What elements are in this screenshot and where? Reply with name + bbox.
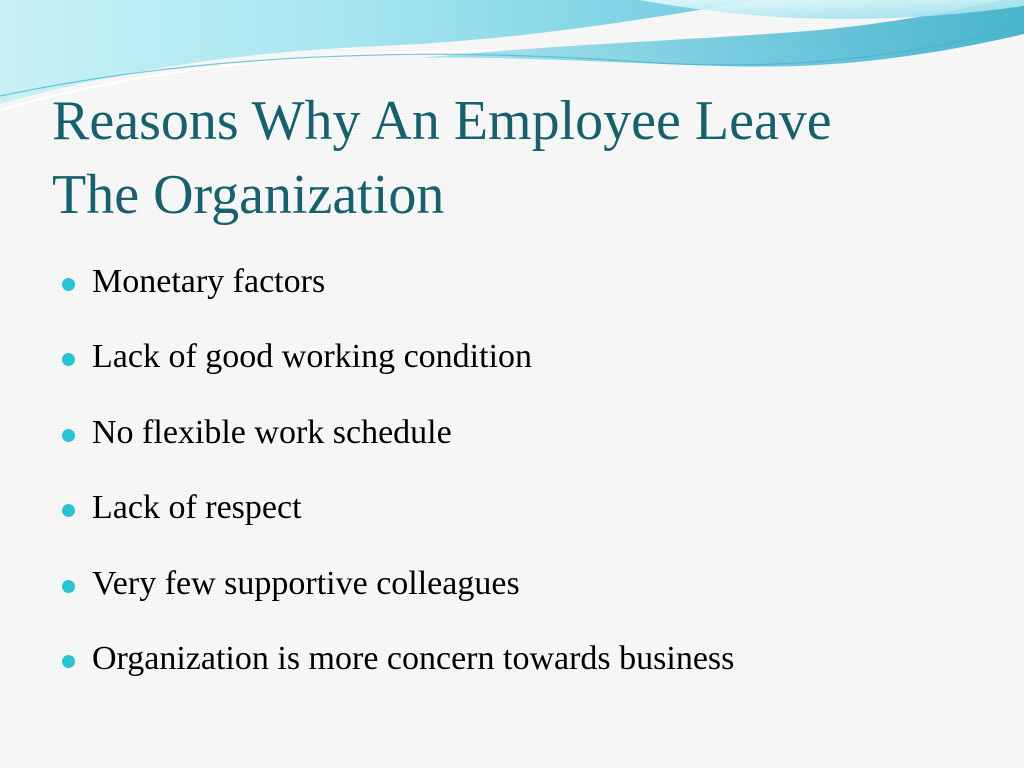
bullet-text: Very few supportive colleagues	[92, 564, 520, 602]
round-bullet-icon	[62, 580, 75, 593]
bullet-text: Monetary factors	[92, 263, 326, 300]
round-bullet-icon	[62, 655, 75, 668]
bullet-text: Organization is more concern towards business	[92, 639, 735, 677]
round-bullet-icon	[62, 353, 75, 366]
bullet-list	[62, 258, 734, 710]
bullet-item	[62, 635, 734, 710]
slide-title-line-2: The Organization	[52, 164, 445, 226]
bullet-item	[62, 560, 734, 635]
round-bullet-icon	[62, 504, 75, 517]
slide-title-line-1: Reasons Why An Employee Leave	[52, 90, 832, 152]
bullet-text: No flexible work schedule	[92, 413, 452, 451]
bullet-item	[62, 484, 734, 559]
bullet-text: Lack of good working condition	[92, 338, 533, 376]
slide-title	[52, 84, 992, 232]
bullet-text: Lack of respect	[92, 489, 302, 527]
round-bullet-icon	[62, 278, 75, 291]
bullet-item	[62, 258, 734, 333]
round-bullet-icon	[62, 429, 75, 442]
bullet-item	[62, 409, 734, 484]
bullet-item	[62, 333, 734, 408]
